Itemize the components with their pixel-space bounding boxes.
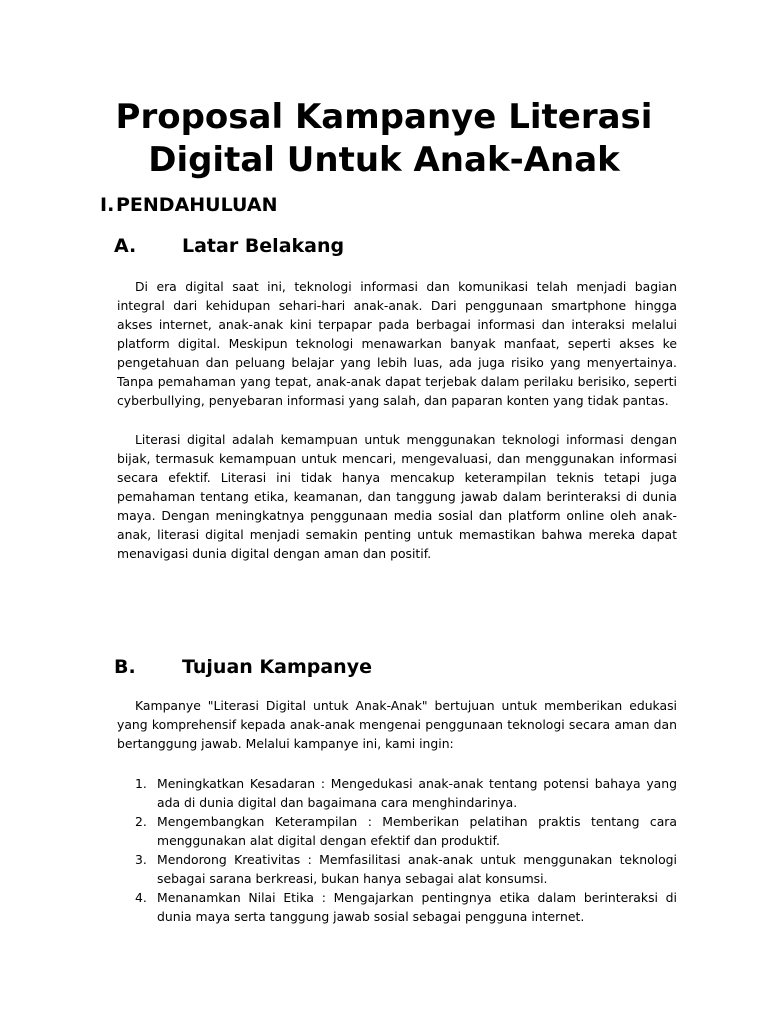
- list-item: [117, 774, 677, 812]
- document-title-line-1: Proposal Kampanye Literasi: [115, 97, 653, 137]
- list-text: Mengembangkan Keterampilan : Memberikan pelatihan praktis tentang cara menggunakan alat digital dengan efektif dan produktif.: [157, 814, 677, 848]
- subsection-label: Tujuan Kampanye: [182, 656, 372, 678]
- list-text: Menanamkan Nilai Etika : Mengajarkan pentingnya etika dalam berinteraksi di dunia maya serta tanggung jawab sosial sebagai pengguna internet.: [157, 890, 677, 924]
- goals-list: [117, 774, 677, 926]
- section-label: PENDAHULUAN: [116, 194, 278, 216]
- section-number: I.: [100, 194, 115, 216]
- list-number: 1.: [135, 776, 147, 791]
- section-heading-pendahuluan: [100, 192, 278, 218]
- subsection-heading-tujuan-kampanye: [114, 654, 372, 680]
- paragraph-tujuan-intro: Kampanye "Literasi Digital untuk Anak-Anak" bertujuan untuk memberikan edukasi yang komprehensif kepada anak-anak mengenai penggunaan teknologi secara aman dan bertanggung jawab. Melalui kampanye ini, kami ingin:: [117, 698, 677, 751]
- subsection-letter: B.: [114, 656, 136, 678]
- list-number: 2.: [135, 814, 147, 829]
- subsection-heading-latar-belakang: [114, 233, 344, 259]
- paragraph-latar-belakang-2: Literasi digital adalah kemampuan untuk menggunakan teknologi informasi dengan bijak, termasuk kemampuan untuk mencari, mengevaluasi, dan menggunakan informasi secara efektif. Literasi ini tidak hanya mencakup keterampilan teknis tetapi juga pemahaman tentang etika, keamanan, dan tanggung jawab dalam berinteraksi di dunia maya. Dengan meningkatnya penggunaan media sosial dan platform online oleh anak-anak, literasi digital menjadi semakin penting untuk memastikan bahwa mereka dapat menavigasi dunia digital dengan aman dan positif.: [117, 432, 677, 561]
- document-title-line-2: Digital Untuk Anak-Anak: [148, 140, 620, 180]
- list-number: 4.: [135, 890, 147, 905]
- list-text: Mendorong Kreativitas : Memfasilitasi anak-anak untuk menggunakan teknologi sebagai sarana berkreasi, bukan hanya sebagai alat konsumsi.: [157, 852, 677, 886]
- list-item: [117, 850, 677, 888]
- subsection-label: Latar Belakang: [182, 235, 345, 257]
- list-text: Meningkatkan Kesadaran : Mengedukasi anak-anak tentang potensi bahaya yang ada di dunia digital dan bagaimana cara menghindarinya.: [157, 776, 677, 810]
- list-number: 3.: [135, 852, 147, 867]
- list-item: [117, 888, 677, 926]
- paragraph-latar-belakang-1: Di era digital saat ini, teknologi informasi dan komunikasi telah menjadi bagian integral dari kehidupan sehari-hari anak-anak. Dari penggunaan smartphone hingga akses internet, anak-anak kini terpapar pada berbagai informasi dan interaksi melalui platform digital. Meskipun teknologi menawarkan banyak manfaat, seperti akses ke pengetahuan dan peluang belajar yang lebih luas, ada juga risiko yang menyertainya. Tanpa pemahaman yang tepat, anak-anak dapat terjebak dalam perilaku berisiko, seperti cyberbullying, penyebaran informasi yang salah, dan paparan konten yang tidak pantas.: [117, 279, 677, 408]
- subsection-letter: A.: [114, 235, 137, 257]
- list-item: [117, 812, 677, 850]
